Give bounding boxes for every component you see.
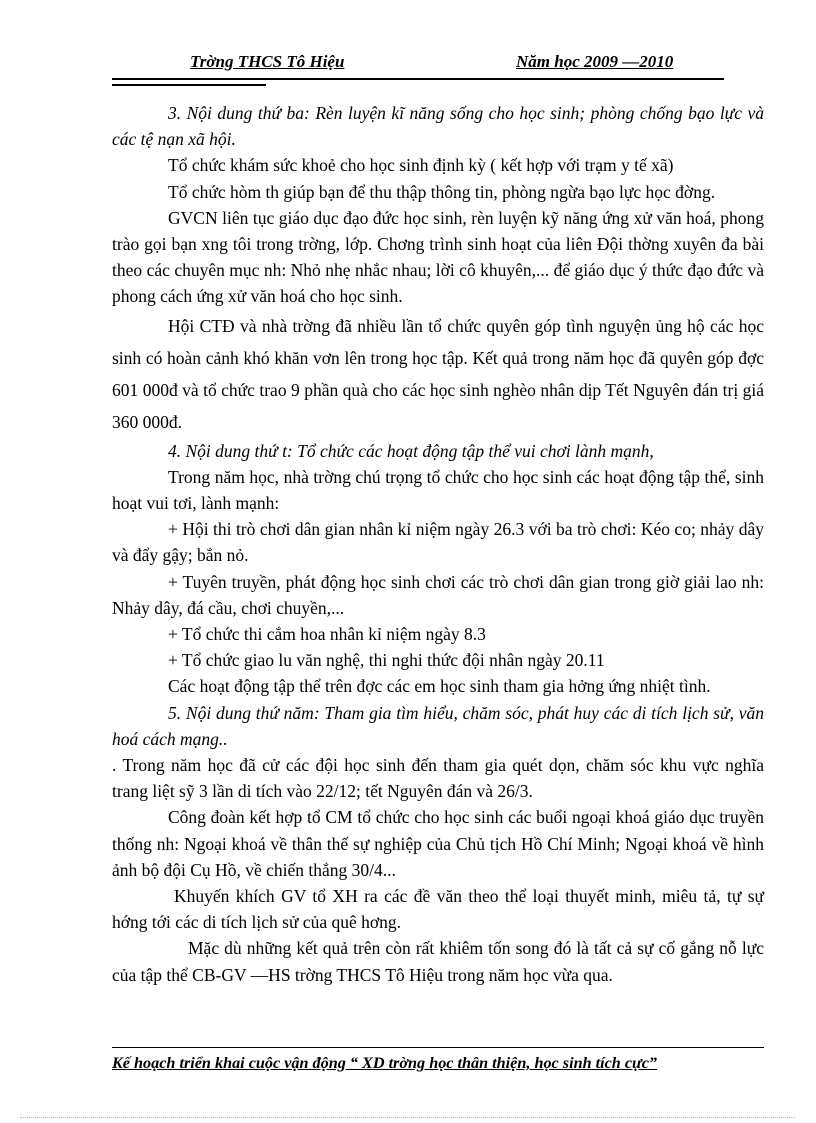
header-school: Trờng THCS Tô Hiệu [190,52,345,71]
paragraph: Tổ chức hòm th giúp bạn để thu thập thông tin, phòng ngừa bạo lực học đờng. [168,181,716,202]
header-rule-short [112,84,266,86]
paragraph: Hội CTĐ và nhà trờng đã nhiều lần tổ chức quyên góp tình nguyện ủng hộ các học sinh có hoàn cảnh khó khăn vơn lên trong học tập. Kết quả trong năm học đã quyên góp đợc 601 000đ và tổ chức trao 9 phần quà cho các học sinh nghèo nhân dịp Tết Nguyên đán trị giá 360 000đ. [112,315,764,432]
header-school-year: Năm học 2009 —2010 [516,52,674,71]
header-rule [112,78,724,80]
paragraph: Công đoàn kết hợp tổ CM tổ chức cho học sinh các buổi ngoại khoá giáo dục truyền thống nh: Ngoại khoá về thân thế sự nghiệp của Chủ tịch Hồ Chí Minh; Ngoại khoá về hình ảnh bộ đội Cụ Hồ, về chiến thắng 30/4... [112,807,764,880]
paragraph: + Tổ chức thi cắm hoa nhân kỉ niệm ngày 8.3 [168,624,486,645]
paragraph: 3. Nội dung thứ ba: Rèn luyện kĩ năng sống cho học sinh; phòng chống bạo lực và các tệ nạn xã hội. [112,103,764,150]
paragraph: GVCN liên tục giáo dục đạo đức học sinh, rèn luyện kỹ năng ứng xử văn hoá, phong trào gọi bạn xng tôi trong trờng, lớp. Chơng trình sinh hoạt của liên Đội thờng xuyên đa bài theo các chuyên mục nh: Nhỏ nhẹ nhắc nhau; lời cô khuyên,... để giáo dục ý thức đạo đức và phong cách ứng xử văn hoá cho học sinh. [112,207,764,307]
footer-rule [112,1047,764,1048]
document-body [112,100,764,988]
footer-title: Kế hoạch triển khai cuộc vận động “ XD trờng học thân thiện, học sinh tích cực” [112,1054,658,1072]
paragraph: + Hội thi trò chơi dân gian nhân kỉ niệm ngày 26.3 với ba trò chơi: Kéo co; nhảy dây và đẩy gậy; bắn nỏ. [112,519,764,566]
paragraph: . Trong năm học đã cử các đội học sinh đến tham gia quét dọn, chăm sóc khu vực nghĩa trang liệt sỹ 3 lần di tích vào 22/12; tết Nguyên đán và 26/3. [112,755,764,802]
paragraph: + Tuyên truyền, phát động học sinh chơi các trò chơi dân gian trong giờ giải lao nh: Nhảy dây, đá cầu, chơi chuyền,... [112,571,764,618]
page-edge-dots [20,1117,796,1118]
paragraph: Mặc dù những kết quả trên còn rất khiêm tốn song đó là tất cả sự cố gắng nỗ lực của tập thể CB-GV —HS trờng THCS Tô Hiệu trong năm học vừa qua. [112,938,764,985]
paragraph: 5. Nội dung thứ năm: Tham gia tìm hiểu, chăm sóc, phát huy các di tích lịch sử, văn hoá cách mạng.. [112,702,764,749]
paragraph: + Tổ chức giao lu văn nghệ, thi nghi thức đội nhân ngày 20.11 [168,650,605,671]
paragraph: Các hoạt động tập thể trên đợc các em học sinh tham gia hởng ứng nhiệt tình. [168,676,711,697]
paragraph: 4. Nội dung thứ t: Tổ chức các hoạt động tập thể vui chơi lành mạnh, [168,440,654,461]
paragraph: Tổ chức khám sức khoẻ cho học sinh định kỳ ( kết hợp với trạm y tế xã) [168,155,674,176]
page-header [112,50,722,74]
paragraph: Khuyến khích GV tổ XH ra các đề văn theo thể loại thuyết minh, miêu tả, tự sự hớng tới các di tích lịch sử của quê hơng. [112,886,764,933]
paragraph: Trong năm học, nhà trờng chú trọng tổ chức cho học sinh các hoạt động tập thể, sinh hoạt vui tơi, lành mạnh: [112,466,764,514]
